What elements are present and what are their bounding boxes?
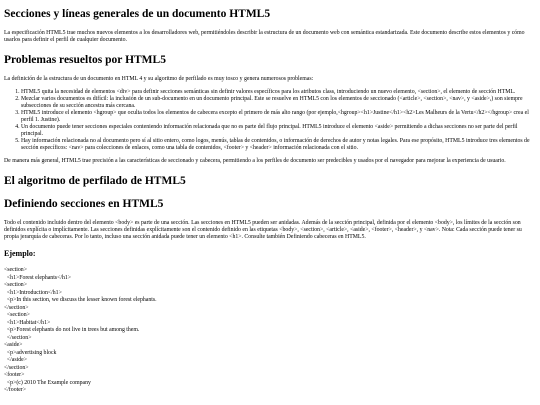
list-item: 4. Un documento puede tener secciones especiales conteniendo información relacionada que no es parte del flujo principal. HTML5 introduce el elemento <aside> permitiendo a dichas secciones no ser parte del perfil principal. [21,124,536,138]
list-item: 1. HTML5 quita la necesidad de elementos <div> para definir secciones semánticas sin definir valores específicos para los atributos class, introduciendo un nuevo elemento, <section>, el elemento de sección HTML. [21,89,536,96]
list-item: 2. Mezclar varios documentos es difícil: la inclusión de un sub-documento en un documento principal. Este se resuelve en HTML5 con los elementos de seccionado (<article>, <section>, <nav>, y <aside>,) son siempre subsecciones de su sección ancestra más cercana. [21,96,536,110]
intro-paragraph: La especificación HTML5 trae muchos nuevos elementos a los desarrolladores web, permitiéndoles describir la estructura de un documento web con semántica estandarizada. Este documento describe estos elementos y cómo usarlos para definir el perfil de cualquier documento. [4,30,525,43]
algorithm-heading: El algoritmo de perfilado de HTML5 [4,175,186,187]
list-item: 5. Hay información relacionada no al documento pero sí al sitio entero, como logos, menús, tablas de contenidos, o información de derechos de autor y notas legales. Para ese propósito, HTML5 introduce tres elementos de sección específicos: <nav> para colecciones de enlaces, como una tabla de contenidos, <footer> y <header> información relacionada con el sitio. [21,138,536,152]
defining-heading: Definiendo secciones en HTML5 [4,198,164,210]
example-label: Ejemplo: [4,249,36,258]
problems-list [4,89,536,152]
example-code: <section> <h1>Forest elephants</h1> <section> <h1>Introduction</h1> <p>In this section, we discuss the lesser known forest elephants. </section> <section> <h1>Habitat</h1> <p>Forest elephants do not live in trees but among them. </section> <aside> <p>advertising block </aside> </section> <footer> <p>(c) 2010 The Example company </footer> [4,267,157,393]
defining-body: Todo el contenido incluido dentro del elemento <body> es parte de una sección. Las secciones en HTML5 pueden ser anidadas. Además de la sección principal, definida por el elemento <body>, los límites de la sección son definidos explícita o implícitamente. Las secciones definidas explícitamente son el contenido definido en las etiquetas <body>, <section>, <article>, <aside>, <footer>, <header>, y <nav>. Nota: Cada sección puede tener su propia jerarquía de cabeceras. Por lo tanto, incluso una sección anidada puede tener un elemento <h1>. Consulte también Definiendo cabeceras en HTML5. [4,220,522,240]
page-title: Secciones y líneas generales de un documento HTML5 [4,8,271,20]
list-item: 3. HTML5 introduce el elemento <hgroup> que oculta todos los elementos de cabecera excepto el primero de más alto rango (por ejemplo,<hgroup><h1>Justine</h1><h2>Les Malheurs de la Vertu</h2></hgroup> crea el perfil 1. Justine). [21,110,536,124]
problems-heading: Problemas resueltos por HTML5 [4,54,166,66]
problems-lead: La definición de la estructura de un documento en HTML 4 y su algoritmo de perfilado es muy tosco y genera numerosos problemas: [4,76,314,82]
problems-closing: De manera más general, HTML5 trae precisión a las características de seccionado y cabecera, permitiendo a los perfiles de documento ser predecibles y usados por el navegador para mejorar la experiencia de usuario. [4,158,506,164]
